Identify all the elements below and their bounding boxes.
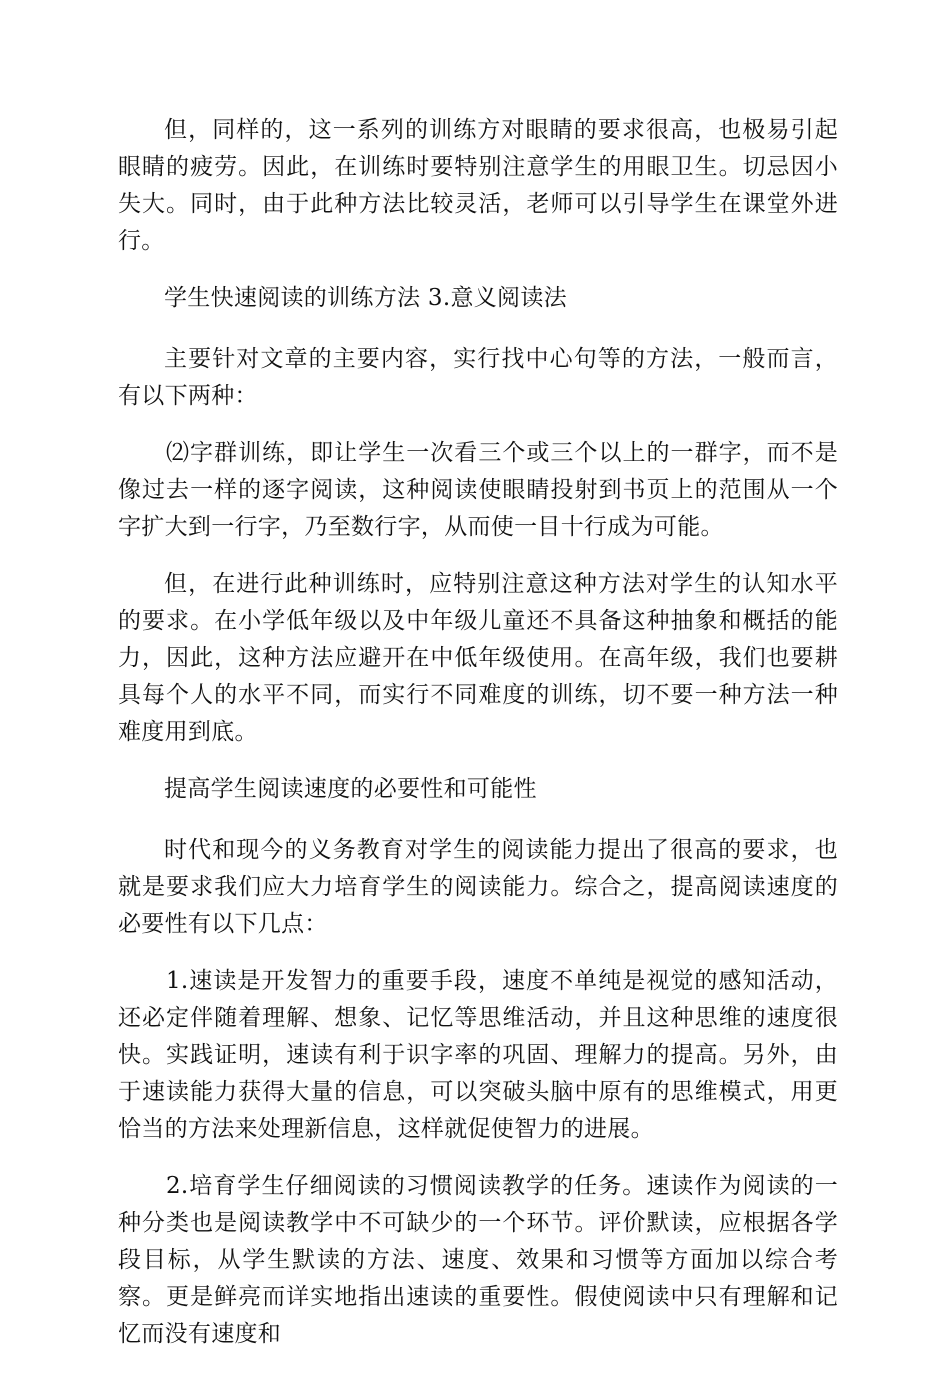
paragraph-point-1: 1.速读是开发智力的重要手段，速度不单纯是视觉的感知活动，还必定伴随着理解、想象、记忆等思维活动，并且这种思维的速度很快。实践证明，速读有利于识字率的巩固、理解力的提高。另外，由于速读能力获得大量的信息，可以突破头脑中原有的思维模式，用更恰当的方法来处理新信息，这样就促使智力的进展。 <box>118 968 838 1142</box>
paragraph-eye-care: 但，同样的，这一系列的训练方对眼睛的要求很高，也极易引起眼睛的疲劳。因此，在训练时要特别注意学生的用眼卫生。切忌因小失大。同时，由于此种方法比较灵活，老师可以引导学生在课堂外进行。 <box>118 117 838 254</box>
paragraph-cognitive-level: 但，在进行此种训练时，应特别注意这种方法对学生的认知水平的要求。在小学低年级以及中年级儿童还不具备这种抽象和概括的能力，因此，这种方法应避开在中低年级使用。在高年级，我们也要耕具每个人的水平不同，而实行不同难度的训练，切不要一种方法一种难度用到底。 <box>118 571 838 745</box>
heading-meaning-reading: 学生快速阅读的训练方法 3.意义阅读法 <box>164 285 567 311</box>
paragraph-main-content: 主要针对文章的主要内容，实行找中心句等的方法，一般而言，有以下两种： <box>118 346 838 409</box>
paragraph-point-2: 2.培育学生仔细阅读的习惯阅读教学的任务。速读作为阅读的一种分类也是阅读教学中不可缺少的一个环节。评价默读，应根据各学段目标，从学生默读的方法、速度、效果和习惯等方面加以综合考察。更是鲜亮而详实地指出速读的重要性。假使阅读中只有理解和记忆而没有速度和 <box>118 1173 838 1347</box>
document-body <box>118 112 838 1373</box>
heading-reading-speed: 提高学生阅读速度的必要性和可能性 <box>164 776 537 802</box>
paragraph-word-group-training: ⑵字群训练，即让学生一次看三个或三个以上的一群字，而不是像过去一样的逐字阅读，这种阅读使眼睛投射到书页上的范围从一个字扩大到一行字，乃至数行字，从而使一目十行成为可能。 <box>118 440 838 540</box>
paragraph-era-requirements: 时代和现今的义务教育对学生的阅读能力提出了很高的要求，也就是要求我们应大力培育学生的阅读能力。综合之，提高阅读速度的必要性有以下几点： <box>118 837 838 937</box>
